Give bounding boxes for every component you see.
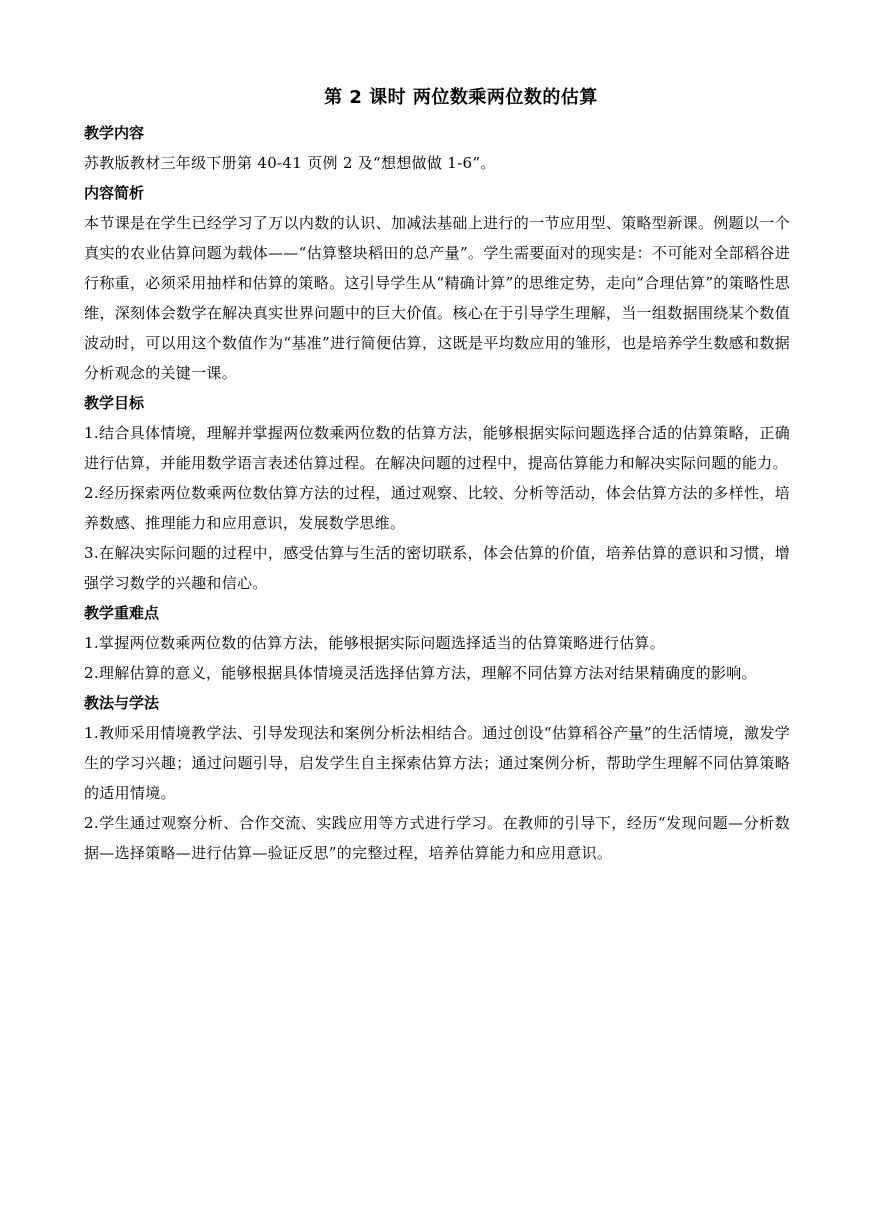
- paragraph: 苏教版教材三年级下册第 40-41 页例 2 及“想想做做 1-6”。: [84, 154, 496, 172]
- section-teaching-content: [84, 118, 790, 178]
- paragraph: 本节课是在学生已经学习了万以内数的认识、加减法基础上进行的一节应用型、策略型新课。例题以一个真实的农业估算问题为载体——“估算整块稻田的总产量”。学生需要面对的现实是：不可能对全部稻谷进行称重，必须采用抽样和估算的策略。这引导学生从“精确计算”的思维定势，走向“合理估算”的策略性思维，深刻体会数学在解决真实世界问题中的巨大价值。核心在于引导学生理解，当一组数据围绕某个数值波动时，可以用这个数值作为“基准”进行简便估算，这既是平均数应用的雏形，也是培养学生数感和数据分析观念的关键一课。: [84, 214, 790, 382]
- section-heading: 教学目标: [84, 394, 145, 412]
- section-key-difficulties: [84, 598, 790, 688]
- section-methods: [84, 688, 790, 868]
- paragraph: 2.经历探索两位数乘两位数估算方法的过程，通过观察、比较、分析等活动，体会估算方法的多样性，培养数感、推理能力和应用意识，发展数学思维。: [84, 484, 790, 532]
- paragraph: 1.掌握两位数乘两位数的估算方法，能够根据实际问题选择适当的估算策略进行估算。: [84, 634, 666, 652]
- document-page: [84, 84, 790, 868]
- paragraph: 2.学生通过观察分析、合作交流、实践应用等方式进行学习。在教师的引导下，经历“发现问题—分析数据—选择策略—进行估算—验证反思”的完整过程，培养估算能力和应用意识。: [84, 814, 790, 862]
- page-title: 第 2 课时 两位数乘两位数的估算: [324, 87, 598, 108]
- section-heading: 教法与学法: [84, 694, 160, 712]
- paragraph: 2.理解估算的意义，能够根据具体情境灵活选择估算方法，理解不同估算方法对结果精确度的影响。: [84, 664, 757, 682]
- paragraph: 1.教师采用情境教学法、引导发现法和案例分析法相结合。通过创设“估算稻谷产量”的生活情境，激发学生的学习兴趣；通过问题引导，启发学生自主探索估算方法；通过案例分析，帮助学生理解不同估算策略的适用情境。: [84, 724, 790, 802]
- section-heading: 内容简析: [84, 184, 145, 202]
- section-heading: 教学内容: [84, 124, 145, 142]
- paragraph: 3.在解决实际问题的过程中，感受估算与生活的密切联系，体会估算的价值，培养估算的意识和习惯，增强学习数学的兴趣和信心。: [84, 544, 790, 592]
- section-content-analysis: [84, 178, 790, 388]
- paragraph: 1.结合具体情境，理解并掌握两位数乘两位数的估算方法，能够根据实际问题选择合适的估算策略，正确进行估算，并能用数学语言表述估算过程。在解决问题的过程中，提高估算能力和解决实际问题的能力。: [84, 424, 790, 472]
- section-heading: 教学重难点: [84, 604, 160, 622]
- section-teaching-goals: [84, 388, 790, 598]
